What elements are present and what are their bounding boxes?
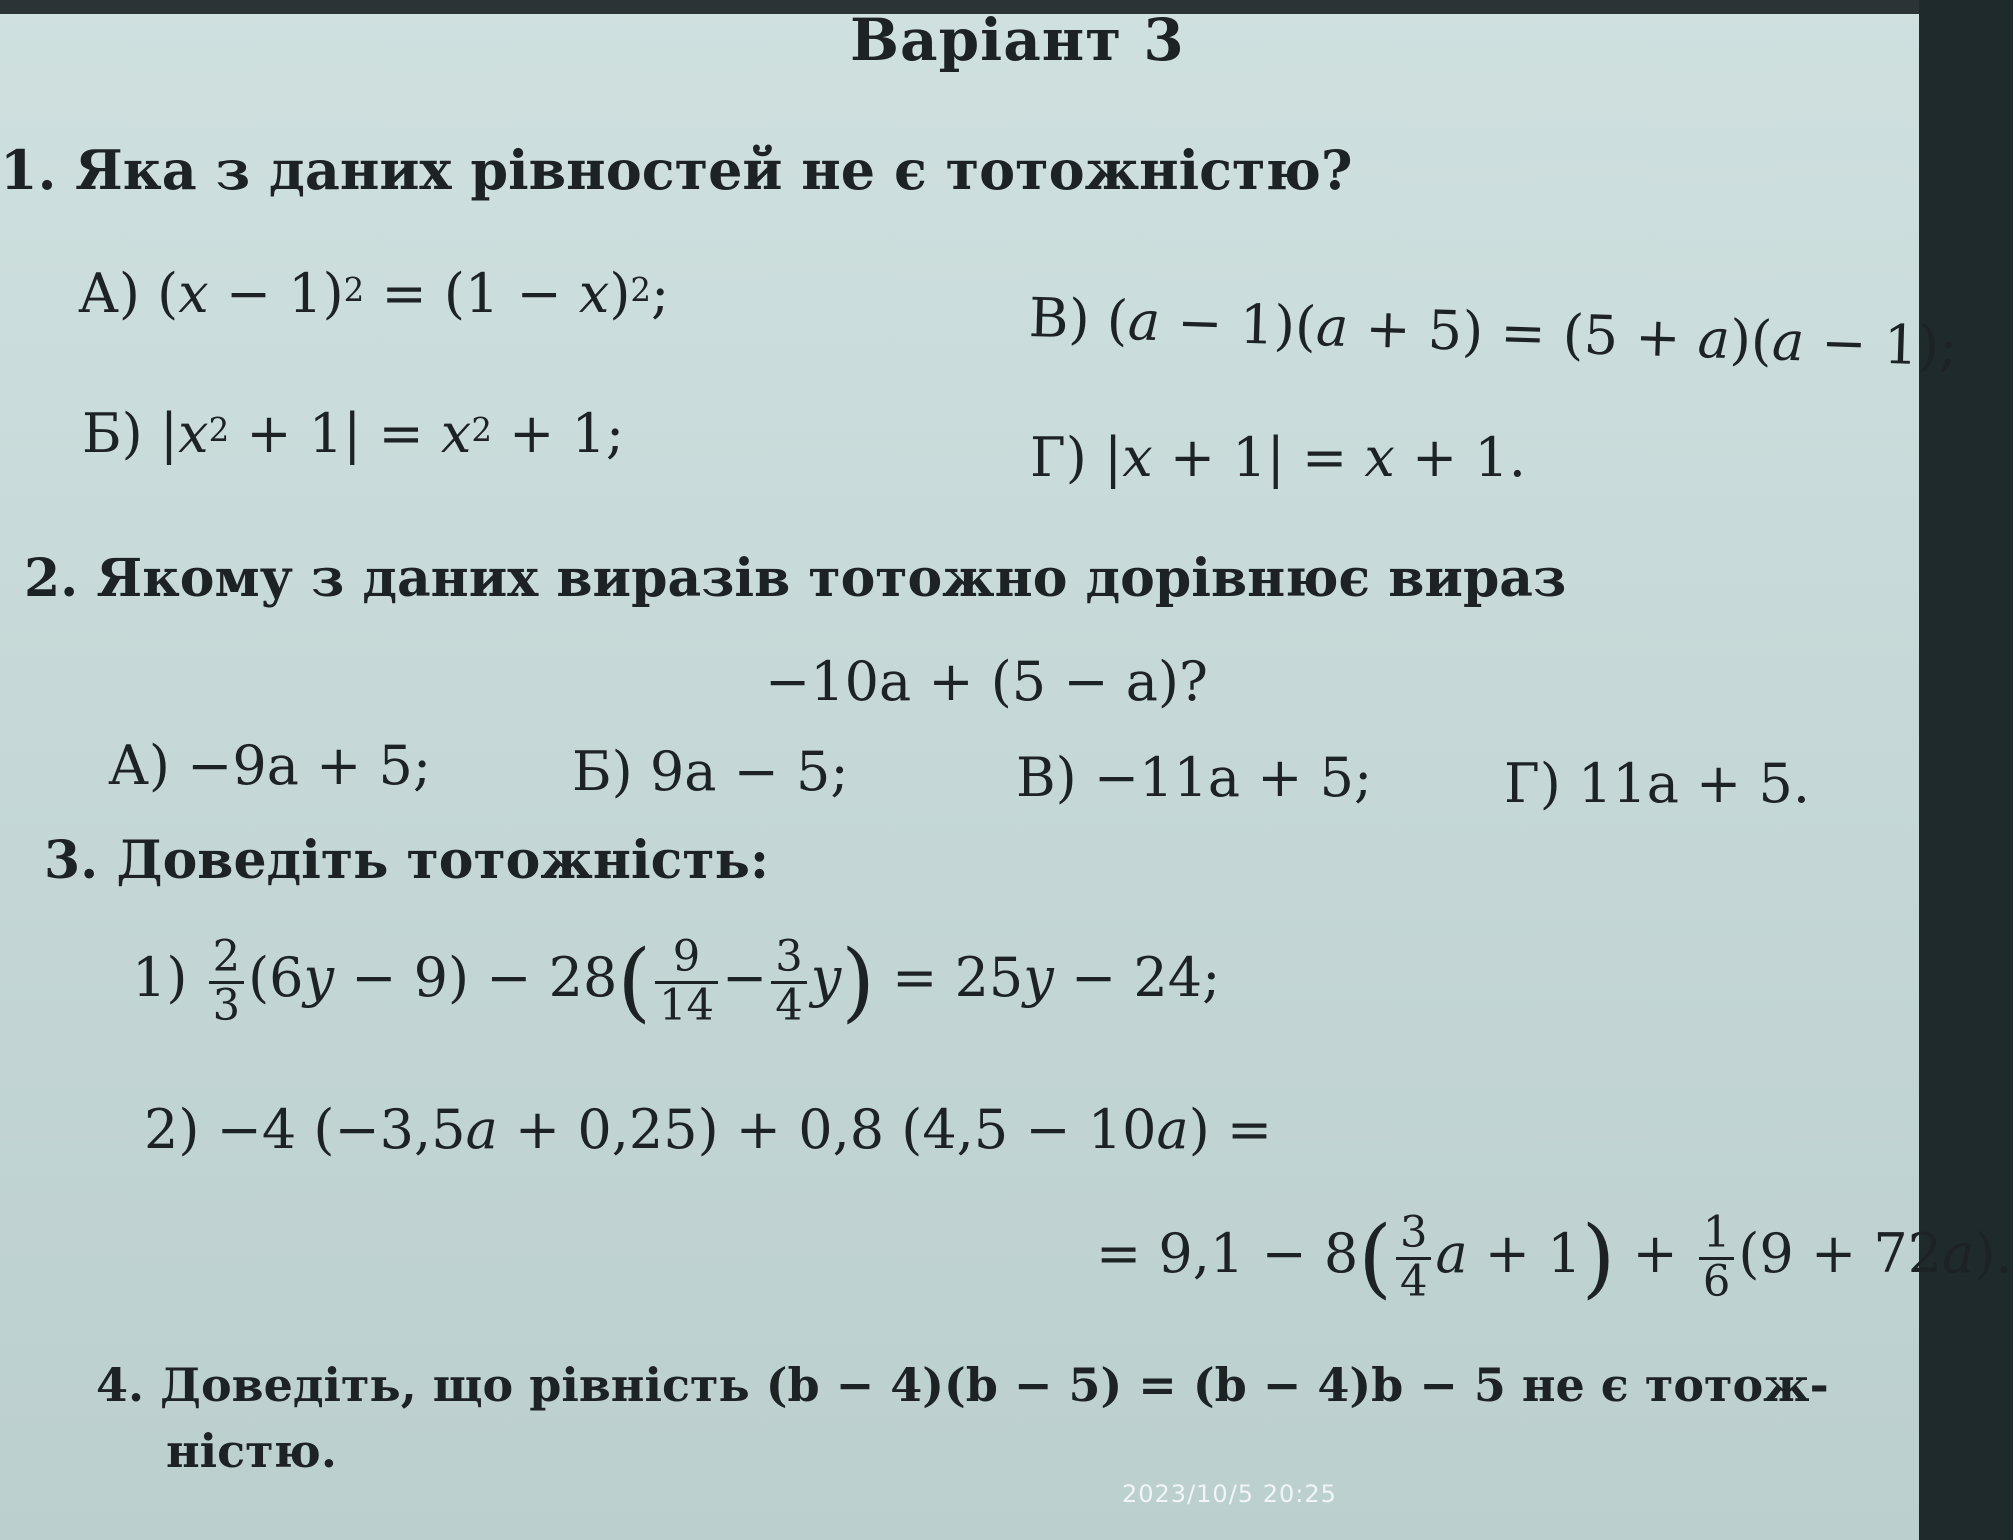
task-3-question: 3. Доведіть тотожність: [44,830,770,891]
item-2-label: 2) [144,1098,200,1161]
fraction-9-14: $\frac{9}{14}$ [655,935,718,1029]
photo-timestamp: 2023/10/5 20:25 [1122,1480,1337,1508]
option-v-label: В) [1028,286,1091,351]
task-1-option-a: А) $(x - 1)^2 = (1 - x)^2$; [78,262,670,325]
option-a-label: А) [78,262,140,325]
task-1-option-v: В) (a − 1)(a + 5) = (5 + a)(a − 1); [1028,286,1959,379]
task-3-identity-2-left: 2) −4 (−3,5a + 0,25) + 0,8 (4,5 − 10a) = [144,1098,1273,1161]
task-4-line-1: 4. Доведіть, що рівність (b − 4)(b − 5) = (b − 4)b − 5 не є тотож- [96,1358,1829,1412]
task-2-option-v: В) −11a + 5; [1016,746,1373,809]
item-1-label: 1) [132,946,188,1009]
fraction-3-4-b: $\frac{3}{4}$ [1396,1211,1431,1305]
task-2-question: 2. Якому з даних виразів тотожно дорівнює вираз [24,548,1567,609]
task-1-option-b: Б) $|x^2 + 1| = x^2 + 1$; [82,402,625,465]
task-2-option-a: А) −9a + 5; [108,734,432,797]
task-4-line-2: ністю. [166,1424,337,1478]
task-2-expression: −10a + (5 − a)? [765,650,1208,713]
task-1-question: 1. Яка з даних рівностей не є тотожністю? [0,138,1353,202]
option-g-label: Г) [1030,426,1087,489]
fraction-2-3: $\frac{2}{3}$ [209,935,244,1029]
fraction-1-6: $\frac{1}{6}$ [1699,1211,1734,1305]
task-3-identity-1: 1) $\frac{2}{3}$ (6y − 9) − 28( $\frac{9}{14}$ − $\frac{3}{4}$ y) = 25y − 24; [132,932,1221,1032]
task-1-option-g: Г) |x + 1| = x + 1. [1030,426,1526,489]
option-b-label: Б) [82,402,143,465]
fraction-3-4: $\frac{3}{4}$ [771,935,806,1029]
task-2-option-b: Б) 9a − 5; [572,740,849,803]
task-3-identity-2-right: = 9,1 − 8( $\frac{3}{4}$ a + 1) + $\frac{1}{6}$ (9 + 72a). [1096,1208,2013,1308]
task-2-option-g: Г) 11a + 5. [1504,752,1810,815]
variant-title: Варіант 3 [850,6,1185,74]
